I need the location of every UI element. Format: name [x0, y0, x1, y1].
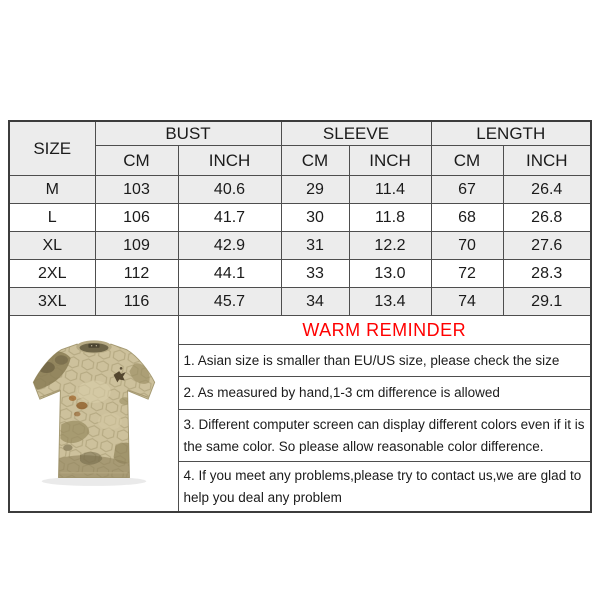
header-row-groups — [9, 121, 591, 146]
bust-inch-value: 41.7 — [178, 204, 281, 232]
size-column-header: SIZE — [9, 121, 95, 176]
bust-cm-value: 103 — [95, 176, 178, 204]
bust-cm-value: 112 — [95, 260, 178, 288]
bust-cm-value: 106 — [95, 204, 178, 232]
collar — [76, 340, 111, 353]
sleeve-inch-header: INCH — [349, 146, 431, 176]
size-label: 2XL — [9, 260, 95, 288]
bust-cm-value: 109 — [95, 232, 178, 260]
product-photo-cell — [9, 316, 178, 513]
bust-inch-value: 45.7 — [178, 288, 281, 316]
sleeve-inch-value: 13.4 — [349, 288, 431, 316]
table-row-xl — [9, 232, 591, 260]
reminder-title: WARM REMINDER — [302, 319, 467, 340]
length-cm-value: 67 — [431, 176, 503, 204]
sleeve-inch-value: 13.0 — [349, 260, 431, 288]
size-label: 3XL — [9, 288, 95, 316]
reminder-title-row — [9, 316, 591, 345]
sleeve-cm-value: 29 — [281, 176, 349, 204]
camo-pattern — [24, 335, 164, 494]
table-row-l — [9, 204, 591, 232]
table-row-m — [9, 176, 591, 204]
length-inch-value: 26.4 — [503, 176, 591, 204]
bust-inch-value: 44.1 — [178, 260, 281, 288]
length-cm-value: 70 — [431, 232, 503, 260]
sleeve-cm-value: 33 — [281, 260, 349, 288]
sleeve-group-header: SLEEVE — [281, 121, 431, 146]
table-row-3xl — [9, 288, 591, 316]
bust-inch-header: INCH — [178, 146, 281, 176]
reminder-note-1: 1. Asian size is smaller than EU/US size, please check the size — [178, 345, 591, 377]
reminder-note-2: 2. As measured by hand,1-3 cm difference is allowed — [178, 377, 591, 410]
bust-inch-value: 40.6 — [178, 176, 281, 204]
camo-tshirt-image — [24, 335, 164, 495]
sleeve-cm-value: 30 — [281, 204, 349, 232]
length-group-header: LENGTH — [431, 121, 591, 146]
length-cm-value: 68 — [431, 204, 503, 232]
bust-inch-value: 42.9 — [178, 232, 281, 260]
bust-cm-header: CM — [95, 146, 178, 176]
length-cm-value: 74 — [431, 288, 503, 316]
length-cm-header: CM — [431, 146, 503, 176]
bust-group-header: BUST — [95, 121, 281, 146]
sleeve-inch-value: 12.2 — [349, 232, 431, 260]
length-inch-value: 29.1 — [503, 288, 591, 316]
size-chart — [8, 120, 592, 513]
length-inch-header: INCH — [503, 146, 591, 176]
length-inch-value: 26.8 — [503, 204, 591, 232]
bust-cm-value: 116 — [95, 288, 178, 316]
sleeve-cm-value: 34 — [281, 288, 349, 316]
length-inch-value: 28.3 — [503, 260, 591, 288]
reminder-title-cell — [178, 316, 591, 345]
reminder-note-3: 3. Different computer screen can display different colors even if it is the same color. So please allow reasonable color difference. — [178, 410, 591, 462]
length-cm-value: 72 — [431, 260, 503, 288]
size-label: M — [9, 176, 95, 204]
size-label: XL — [9, 232, 95, 260]
length-inch-value: 27.6 — [503, 232, 591, 260]
header-row-units — [9, 146, 591, 176]
sleeve-inch-value: 11.4 — [349, 176, 431, 204]
sleeve-cm-value: 31 — [281, 232, 349, 260]
sleeve-cm-header: CM — [281, 146, 349, 176]
size-label: L — [9, 204, 95, 232]
size-chart-table — [8, 120, 592, 513]
sleeve-inch-value: 11.8 — [349, 204, 431, 232]
table-row-2xl — [9, 260, 591, 288]
reminder-note-4: 4. If you meet any problems,please try to contact us,we are glad to help you deal any problem — [178, 462, 591, 513]
